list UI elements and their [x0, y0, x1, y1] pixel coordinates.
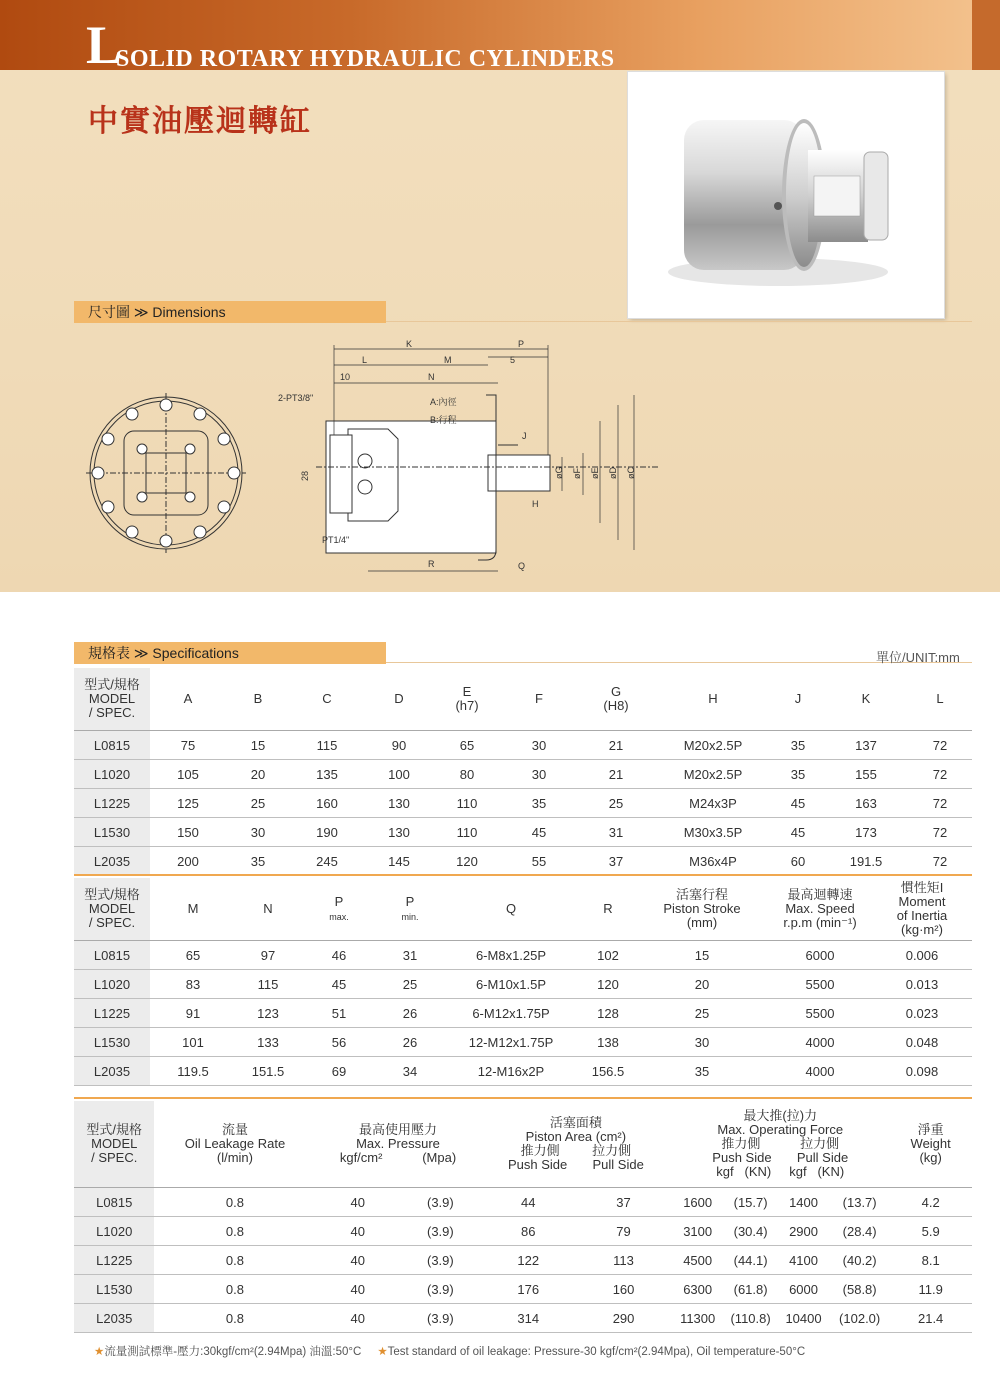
value-cell: 83: [150, 970, 236, 999]
value-cell: 0.8: [154, 1304, 315, 1333]
value-cell: 5500: [768, 970, 872, 999]
value-cell: 6-M12x1.75P: [442, 999, 580, 1028]
value-cell: 72: [908, 760, 972, 789]
product-photo: [628, 72, 944, 318]
model-header: 型式/規格 MODEL / SPEC.: [74, 668, 150, 731]
model-cell: L2035: [74, 1057, 150, 1086]
value-cell: 0.013: [872, 970, 972, 999]
svg-text:2-PT3/8": 2-PT3/8": [278, 393, 314, 403]
value-cell: 30: [500, 760, 578, 789]
value-cell: 8.1: [889, 1246, 972, 1275]
model-cell: L1530: [74, 1275, 154, 1304]
table-row: [74, 789, 972, 818]
value-cell: 40: [315, 1304, 400, 1333]
value-cell: 40: [315, 1275, 400, 1304]
value-cell: (3.9): [400, 1304, 480, 1333]
value-cell: 176: [481, 1275, 576, 1304]
value-cell: 6000: [768, 941, 872, 970]
value-cell: 1400: [777, 1188, 830, 1217]
value-cell: 40: [315, 1246, 400, 1275]
value-cell: 97: [236, 941, 300, 970]
model-cell: L1225: [74, 1246, 154, 1275]
value-cell: (15.7): [724, 1188, 777, 1217]
model-cell: L1530: [74, 818, 150, 847]
value-cell: 20: [226, 760, 290, 789]
value-cell: 4000: [768, 1028, 872, 1057]
value-cell: 11300: [671, 1304, 724, 1333]
value-cell: 51: [300, 999, 378, 1028]
value-cell: 20: [636, 970, 768, 999]
value-cell: 30: [500, 731, 578, 760]
svg-text:N: N: [428, 372, 435, 382]
value-cell: 6-M8x1.25P: [442, 941, 580, 970]
value-cell: 37: [576, 1188, 671, 1217]
value-cell: 151.5: [236, 1057, 300, 1086]
value-cell: M36x4P: [654, 847, 772, 876]
table-row: [74, 1275, 972, 1304]
model-cell: L2035: [74, 847, 150, 876]
value-cell: 133: [236, 1028, 300, 1057]
value-cell: 31: [578, 818, 654, 847]
model-cell: L1530: [74, 1028, 150, 1057]
value-cell: 26: [378, 999, 442, 1028]
specifications-section-label: 規格表 ≫ Specifications: [74, 642, 386, 664]
value-cell: 314: [481, 1304, 576, 1333]
svg-text:L: L: [362, 355, 368, 365]
value-cell: 72: [908, 847, 972, 876]
value-cell: 80: [434, 760, 500, 789]
dimension-drawing: [78, 335, 658, 580]
value-cell: 25: [578, 789, 654, 818]
svg-text:28: 28: [300, 470, 310, 481]
value-cell: 110: [434, 789, 500, 818]
value-cell: 45: [772, 818, 824, 847]
value-cell: 40: [315, 1217, 400, 1246]
value-cell: 0.006: [872, 941, 972, 970]
svg-text:H: H: [532, 499, 539, 509]
value-cell: 35: [226, 847, 290, 876]
table-row: [74, 760, 972, 789]
table-row: [74, 818, 972, 847]
value-cell: 0.8: [154, 1275, 315, 1304]
value-cell: 6000: [777, 1275, 830, 1304]
value-cell: 123: [236, 999, 300, 1028]
value-cell: 75: [150, 731, 226, 760]
value-cell: 35: [500, 789, 578, 818]
value-cell: 44: [481, 1188, 576, 1217]
model-cell: L0815: [74, 1188, 154, 1217]
svg-text:øE: øE: [590, 467, 600, 479]
table-row: [74, 1188, 972, 1217]
table-row: [74, 970, 972, 999]
value-cell: 21: [578, 760, 654, 789]
value-cell: 173: [824, 818, 908, 847]
model-cell: L0815: [74, 731, 150, 760]
table-row: [74, 1246, 972, 1275]
svg-text:Q: Q: [518, 561, 526, 571]
value-cell: 128: [580, 999, 636, 1028]
side-view: [316, 395, 658, 560]
value-cell: 45: [500, 818, 578, 847]
value-cell: 40: [315, 1188, 400, 1217]
value-cell: 113: [576, 1246, 671, 1275]
value-cell: 0.098: [872, 1057, 972, 1086]
value-cell: (3.9): [400, 1246, 480, 1275]
svg-text:øG: øG: [554, 466, 564, 479]
value-cell: 46: [300, 941, 378, 970]
value-cell: 12-M16x2P: [442, 1057, 580, 1086]
value-cell: 163: [824, 789, 908, 818]
value-cell: 0.8: [154, 1217, 315, 1246]
value-cell: 72: [908, 731, 972, 760]
value-cell: 35: [636, 1057, 768, 1086]
value-cell: 65: [434, 731, 500, 760]
table-row: [74, 1304, 972, 1333]
value-cell: (30.4): [724, 1217, 777, 1246]
table-row: [74, 941, 972, 970]
page-title-chinese: 中實油壓迴轉缸: [88, 104, 312, 139]
value-cell: 160: [290, 789, 364, 818]
table-separator: [74, 1097, 972, 1099]
value-cell: 65: [150, 941, 236, 970]
page-title: SOLID ROTARY HYDRAULIC CYLINDERS: [116, 46, 615, 72]
value-cell: (102.0): [830, 1304, 889, 1333]
value-cell: 130: [364, 789, 434, 818]
value-cell: 56: [300, 1028, 378, 1057]
value-cell: 190: [290, 818, 364, 847]
value-cell: 4.2: [889, 1188, 972, 1217]
svg-text:R: R: [428, 559, 435, 569]
value-cell: 115: [236, 970, 300, 999]
table-row: [74, 1028, 972, 1057]
value-cell: (58.8): [830, 1275, 889, 1304]
value-cell: 135: [290, 760, 364, 789]
value-cell: 3100: [671, 1217, 724, 1246]
value-cell: 21.4: [889, 1304, 972, 1333]
value-cell: M20x2.5P: [654, 760, 772, 789]
model-cell: L1020: [74, 1217, 154, 1246]
value-cell: M20x2.5P: [654, 731, 772, 760]
value-cell: 137: [824, 731, 908, 760]
value-cell: 10400: [777, 1304, 830, 1333]
model-cell: L1020: [74, 760, 150, 789]
value-cell: 79: [576, 1217, 671, 1246]
value-cell: 60: [772, 847, 824, 876]
svg-text:P: P: [518, 339, 525, 349]
value-cell: 125: [150, 789, 226, 818]
value-cell: (110.8): [724, 1304, 777, 1333]
value-cell: (3.9): [400, 1188, 480, 1217]
footnote: ★流量測試標準-壓力:30kgf/cm²(2.94Mpa) 油溫:50°C ★Test standard of oil leakage: Pressure-30 kgf/cm²(2.94Mpa), Oil temperature-50°C: [94, 1346, 806, 1358]
value-cell: 86: [481, 1217, 576, 1246]
value-cell: 25: [226, 789, 290, 818]
value-cell: 191.5: [824, 847, 908, 876]
svg-text:K: K: [406, 339, 413, 349]
value-cell: 25: [378, 970, 442, 999]
value-cell: 0.8: [154, 1188, 315, 1217]
value-cell: (3.9): [400, 1275, 480, 1304]
dimensions-section-label: 尺寸圖 ≫ Dimensions: [74, 301, 386, 323]
value-cell: 25: [636, 999, 768, 1028]
value-cell: 6-M10x1.5P: [442, 970, 580, 999]
value-cell: 55: [500, 847, 578, 876]
model-cell: L1020: [74, 970, 150, 999]
value-cell: (13.7): [830, 1188, 889, 1217]
value-cell: 35: [772, 731, 824, 760]
value-cell: M24x3P: [654, 789, 772, 818]
value-cell: 120: [434, 847, 500, 876]
value-cell: 101: [150, 1028, 236, 1057]
value-cell: 245: [290, 847, 364, 876]
value-cell: 120: [580, 970, 636, 999]
value-cell: 115: [290, 731, 364, 760]
spec-table-2: 型式/規格 MODEL / SPEC. M N P max. P min. Q R 活塞行程 Piston Stroke (mm) 最高迴轉速 Max. Speed r.p.m (min⁻¹) 慣性矩I Moment of Inertia (kg·m²) L0815 65 97 46 31 6-M8x1.25P 102 15 6000 0.006 L1020 83 115 45 25 6-M10x1.5P 120 20 5500 0.013 L1225 91 123 51 26 6-M12x1.75P 128 25 5500 0.023 L1530 101 133 56 26 12-M12x1.75P 138 30 4000 0.048 L2035 119.5 151.5 69 34 12-M16x2P 156.5 35 4000 0.098: [74, 878, 972, 1086]
value-cell: 1600: [671, 1188, 724, 1217]
value-cell: 34: [378, 1057, 442, 1086]
value-cell: 45: [772, 789, 824, 818]
value-cell: M30x3.5P: [654, 818, 772, 847]
value-cell: 4500: [671, 1246, 724, 1275]
title-letter: L: [86, 15, 123, 75]
table-row: [74, 999, 972, 1028]
front-view: [86, 393, 246, 553]
value-cell: 119.5: [150, 1057, 236, 1086]
value-cell: 35: [772, 760, 824, 789]
spec-table-3: 型式/規格 MODEL / SPEC. 流量 Oil Leakage Rate (l/min) 最高使用壓力 Max. Pressure kgf/cm² (Mpa) 活塞面積 Piston Area (cm²) 推力側 拉力側 Push Side Pull Side 最大推(拉)力 Max. Operating Force 推力側 拉力側 Push Side Pull Side kgf (KN) kgf (KN) 淨重 Weight (kg) L0815 0.8 40 (3.9) 44 37 1600 (15.7) 1400 (13.7) 4.2 L1020 0.8 40 (3.9) 86 79 3100 (30.4) 2900 (28.4) 5.9 L1225 0.8 40 (3.9) 122 113 4500 (44.1) 4100 (40.2) 8.1 L1530 0.8 40 (3.9) 176 160 6300 (61.8) 6000 (58.8) 11.9 L2035 0.8 40 (3.9) 314 290 11300 (110.8) 10400 (102.0) 21.4: [74, 1101, 972, 1333]
table-1-body: [74, 731, 972, 876]
unit-label: 單位/UNIT:mm: [876, 650, 960, 665]
svg-text:5: 5: [510, 355, 516, 365]
value-cell: (61.8): [724, 1275, 777, 1304]
table-row: [74, 847, 972, 876]
value-cell: 105: [150, 760, 226, 789]
value-cell: (44.1): [724, 1246, 777, 1275]
title-bar-edge: [972, 0, 1000, 70]
value-cell: 102: [580, 941, 636, 970]
value-cell: 30: [226, 818, 290, 847]
value-cell: 5500: [768, 999, 872, 1028]
value-cell: 100: [364, 760, 434, 789]
value-cell: 0.023: [872, 999, 972, 1028]
value-cell: 145: [364, 847, 434, 876]
svg-text:10: 10: [340, 372, 351, 382]
value-cell: 26: [378, 1028, 442, 1057]
model-cell: L0815: [74, 941, 150, 970]
value-cell: 72: [908, 789, 972, 818]
value-cell: 150: [150, 818, 226, 847]
svg-text:A:內徑: A:內徑: [430, 397, 457, 407]
value-cell: 4000: [768, 1057, 872, 1086]
value-cell: 110: [434, 818, 500, 847]
value-cell: 12-M12x1.75P: [442, 1028, 580, 1057]
value-cell: 0.8: [154, 1246, 315, 1275]
svg-text:J: J: [522, 431, 527, 441]
value-cell: 15: [636, 941, 768, 970]
model-cell: L2035: [74, 1304, 154, 1333]
svg-text:B:行程: B:行程: [430, 415, 457, 425]
value-cell: 2900: [777, 1217, 830, 1246]
svg-text:øD: øD: [608, 467, 618, 479]
value-cell: 200: [150, 847, 226, 876]
svg-text:øF: øF: [572, 468, 582, 479]
value-cell: 138: [580, 1028, 636, 1057]
table-3-body: [74, 1188, 972, 1333]
value-cell: 130: [364, 818, 434, 847]
value-cell: (3.9): [400, 1217, 480, 1246]
value-cell: 30: [636, 1028, 768, 1057]
value-cell: 156.5: [580, 1057, 636, 1086]
model-cell: L1225: [74, 999, 150, 1028]
value-cell: (40.2): [830, 1246, 889, 1275]
model-header: 型式/規格 MODEL / SPEC.: [74, 1101, 154, 1188]
model-header: 型式/規格 MODEL / SPEC.: [74, 878, 150, 941]
value-cell: 91: [150, 999, 236, 1028]
value-cell: 122: [481, 1246, 576, 1275]
value-cell: 90: [364, 731, 434, 760]
spec-table-1: 型式/規格 MODEL / SPEC. A B C D E (h7) F G (H8) H J K L L0815 75 15 115 90 65 30 21 M20x2.5P 35 137 72 L1020 105 20 135 100 80 30 21 M20x2.5P 35 155 72 L1225 125 25 160 130 110 35 25 M24x3P 45 163 72 L1530 150 30 190 130 110 45 31 M30x3.5P 45 173 72 L2035 200 35 245 145 120 55 37 M36x4P 60 191.5 72: [74, 668, 972, 876]
table-row: [74, 1217, 972, 1246]
value-cell: 31: [378, 941, 442, 970]
value-cell: 15: [226, 731, 290, 760]
value-cell: 0.048: [872, 1028, 972, 1057]
svg-text:M: M: [444, 355, 452, 365]
table-row: [74, 731, 972, 760]
value-cell: 290: [576, 1304, 671, 1333]
divider: [386, 321, 972, 322]
value-cell: 6300: [671, 1275, 724, 1304]
value-cell: 21: [578, 731, 654, 760]
value-cell: 11.9: [889, 1275, 972, 1304]
table-separator: [74, 874, 972, 876]
table-2-body: [74, 941, 972, 1086]
table-row: [74, 1057, 972, 1086]
value-cell: 37: [578, 847, 654, 876]
value-cell: 72: [908, 818, 972, 847]
model-cell: L1225: [74, 789, 150, 818]
svg-text:øC: øC: [626, 467, 636, 479]
svg-text:PT1/4": PT1/4": [322, 535, 350, 545]
value-cell: 160: [576, 1275, 671, 1304]
value-cell: (28.4): [830, 1217, 889, 1246]
value-cell: 45: [300, 970, 378, 999]
value-cell: 5.9: [889, 1217, 972, 1246]
value-cell: 155: [824, 760, 908, 789]
value-cell: 4100: [777, 1246, 830, 1275]
value-cell: 69: [300, 1057, 378, 1086]
